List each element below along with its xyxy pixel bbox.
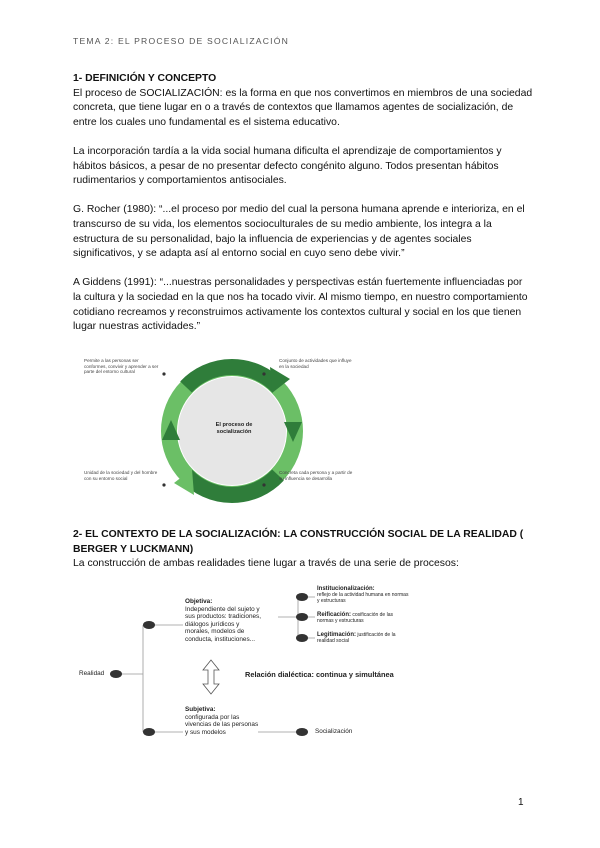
section-1 [73,72,533,349]
paragraph-giddens-quote: A Giddens (1991): “...nuestras personalidades y perspectivas están fuertemente influenciadas por la cultura y la sociedad en la que nos ha tocado vivir. Al mismo tiempo, en nuestro comportamiento cotidiano recreamos y reconstruimos activamente los contextos cultural y social en los que tienen lugar nuestras actividades.” [73,277,528,333]
diagram-node [110,670,122,678]
paragraph-rocher-quote: G. Rocher (1980): “...el proceso por medio del cual la persona humana aprende e interioriza, en el transcurso de su vida, los elementos socioculturales de su medio ambiente, los integra a la estructura de su personalidad, bajo la influencia de experiencias y de agentes sociales significativos, y se adapta así al entorno social en cuyo seno debe vivir.” [73,204,525,260]
cycle-center-label: El proceso de socialización [215,422,253,435]
diagram-node [143,728,155,736]
paragraph-definition: El proceso de SOCIALIZACIÓN: es la forma en que nos convertimos en miembros de una sociedad concreta, que tiene lugar en o a través de contextos que llamamos agentes de socialización, de entre los cuales uno fundamental es el sistema educativo. [73,87,533,128]
reality-construction-diagram [73,582,533,752]
subjetiva-block: Subjetiva: configurada por las vivencias de las personas y sus modelos [185,706,259,736]
page-number: 1 [518,797,524,808]
cycle-label-1: Permite a las personas ser conformes, convivir y aprender a ser parte del entorno cultural [84,358,159,375]
relacion-label: Relación dialéctica: continua y simultánea [245,670,394,679]
diagram-node [296,634,308,642]
diagram-node [296,593,308,601]
label-node [262,483,265,486]
diagram-svg [73,582,533,752]
diagram-node [296,613,308,621]
label-node [162,483,165,486]
section-1-title: 1- DEFINICIÓN Y CONCEPTO [73,73,217,84]
cycle-label-4: Concreta cada persona y a partir de su influencia se desarrolla [279,470,353,481]
label-node [162,372,165,375]
cycle-svg [84,352,504,514]
section-2-intro: La construcción de ambas realidades tiene lugar a través de una serie de procesos: [73,558,459,570]
diagram-node [143,621,155,629]
section-2 [73,528,533,572]
double-arrow-icon [203,660,219,694]
objetiva-block: Objetiva: Independiente del sujeto y sus productos: tradiciones, diálogos jurídicos y morales, modelos de conducta, instituciones... [185,598,262,643]
realidad-label: Realidad [79,670,105,677]
legitimacion-block: Legitimación: justificación de la realidad social [317,632,396,644]
socialization-cycle-diagram [84,352,504,514]
cycle-label-3: Unidad de la sociedad y del hombre con su entorno social [84,470,158,481]
diagram-node [296,728,308,736]
reificacion-block: Reificación: cosificación de las normas y estructuras [317,612,393,624]
section-2-title: 2- EL CONTEXTO DE LA SOCIALIZACIÓN: LA CONSTRUCCIÓN SOCIAL DE LA REALIDAD ( BERGER Y LUCKMANN) [73,529,524,555]
cycle-label-2: Conjunto de actividades que influye en la sociedad [279,358,352,369]
socializacion-label: Socialización [315,728,353,735]
label-node [262,372,265,375]
institucionalizacion-block: Institucionalización: reflejo de la actividad humana en normas y estructuras [317,586,409,604]
paragraph-late-incorporation: La incorporación tardía a la vida social humana dificulta el aprendizaje de comportamientos y hábitos básicos, a pesar de no presentar defecto congénito alguno. Todos presentan hábitos rudimentarios y comportamientos antisociales. [73,145,502,187]
page-header: TEMA 2: EL PROCESO DE SOCIALIZACIÓN [73,36,289,46]
